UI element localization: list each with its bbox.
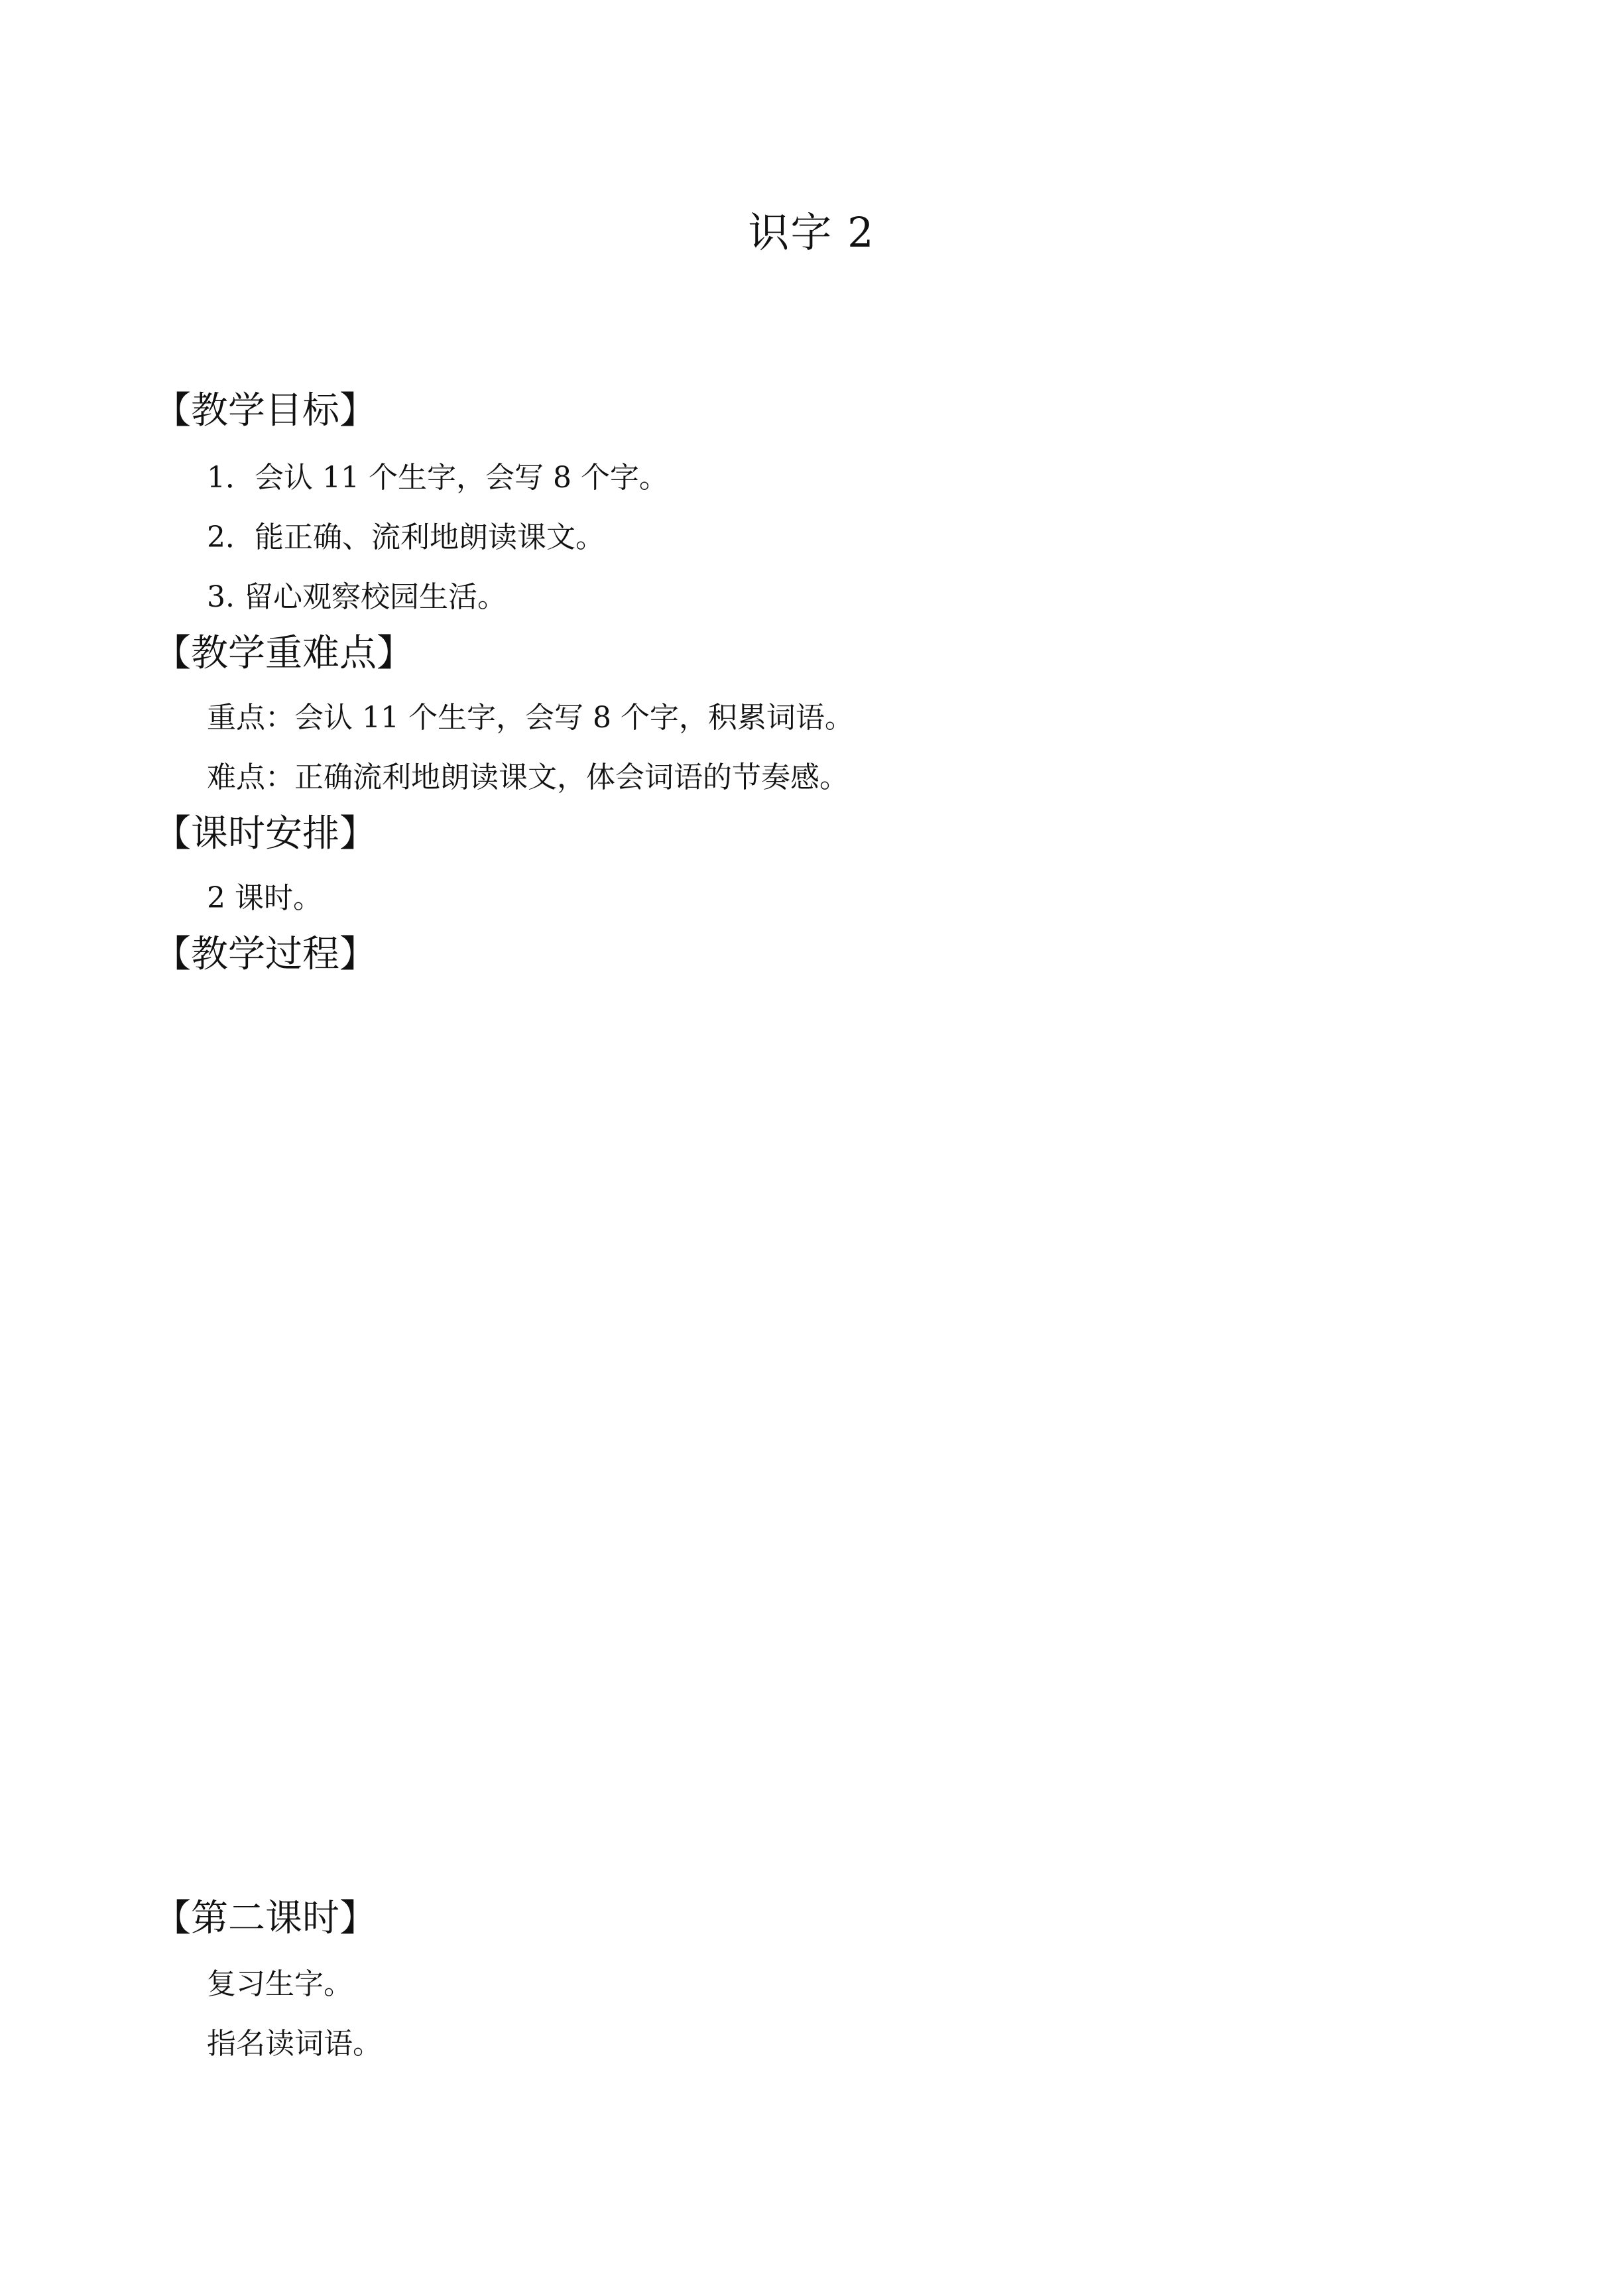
key-point-item: 难点：正确流利地朗读课文，体会词语的节奏感。 (207, 760, 849, 794)
heading-objectives: 【教学目标】 (154, 389, 377, 432)
objective-item: 1．会认 11 个生字，会写 8 个字。 (207, 461, 668, 495)
key-point-item: 重点：会认 11 个生字，会写 8 个字，积累词语。 (207, 701, 854, 735)
objective-item: 2．能正确、流利地朗读课文。 (207, 520, 605, 554)
objective-item: 3. 留心观察校园生活。 (207, 580, 507, 614)
heading-key-points: 【教学重难点】 (154, 632, 414, 675)
heading-process: 【教学过程】 (154, 933, 377, 976)
document-title: 识字 2 (748, 208, 875, 257)
lesson-2-item: 指名读词语。 (207, 2027, 382, 2061)
schedule-item: 2 课时。 (207, 881, 322, 915)
heading-schedule: 【课时安排】 (154, 812, 377, 855)
lesson-2-item: 复习生字。 (207, 1967, 353, 2001)
heading-lesson-2: 【第二课时】 (154, 1897, 377, 1940)
